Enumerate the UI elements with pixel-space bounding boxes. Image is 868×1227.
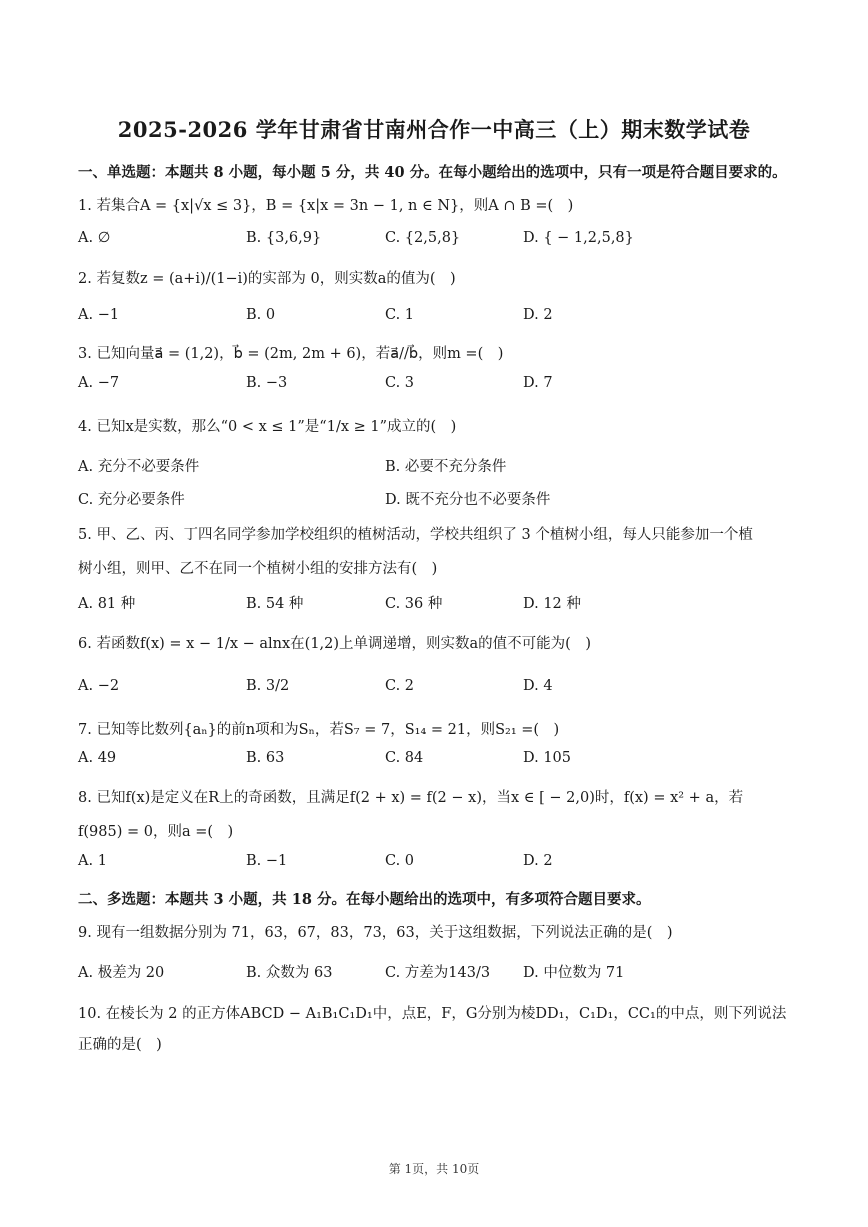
question-7-option-b: B. 63	[246, 750, 285, 766]
page-title: 2025-2026 学年甘肃省甘南州合作一中高三（上）期末数学试卷	[117, 117, 751, 142]
question-1-option-a: A. ∅	[78, 230, 111, 246]
question-8-option-c: C. 0	[385, 853, 415, 869]
question-9-option-b: B. 众数为 63	[246, 965, 333, 981]
question-7-option-c: C. 84	[385, 750, 424, 766]
question-3-stem: 3. 已知向量a⃗ = (1,2)，b⃗ = (2m, 2m + 6)，若a⃗//b⃗，则m =( )	[78, 346, 504, 362]
question-6-option-a: A. −2	[78, 678, 120, 694]
question-9-option-a: A. 极差为 20	[78, 965, 165, 981]
question-6-option-b: B. 3/2	[246, 678, 290, 694]
question-2-stem: 2. 若复数z = (a+i)/(1−i)的实部为 0，则实数a的值为( )	[78, 271, 456, 287]
question-8-option-a: A. 1	[78, 853, 107, 869]
question-10-stem-line1: 10. 在棱长为 2 的正方体ABCD − A₁B₁C₁D₁中，点E，F，G分别为棱DD₁，C₁D₁，CC₁的中点，则下列说法	[78, 1006, 787, 1022]
question-3-option-b: B. −3	[246, 375, 288, 391]
question-8-option-b: B. −1	[246, 853, 288, 869]
question-9-stem: 9. 现有一组数据分别为 71，63，67，83，73，63，关于这组数据，下列说法正确的是( )	[78, 925, 673, 941]
question-5-stem-line2: 树小组，则甲、乙不在同一个植树小组的安排方法有( )	[78, 561, 438, 577]
question-9-option-c: C. 方差为143/3	[385, 965, 491, 981]
question-8-option-d: D. 2	[523, 853, 553, 869]
question-1-option-b: B. {3,6,9}	[246, 230, 322, 246]
question-4-option-b: B. 必要不充分条件	[385, 459, 507, 475]
question-1-option-c: C. {2,5,8}	[385, 230, 461, 246]
question-4-stem: 4. 已知x是实数，那么“0 < x ≤ 1”是“1/x ≥ 1”成立的( )	[78, 419, 457, 435]
question-3-option-d: D. 7	[523, 375, 553, 391]
question-7-stem: 7. 已知等比数列{aₙ}的前n项和为Sₙ，若S₇ = 7，S₁₄ = 21，则S₂₁ =( )	[78, 722, 560, 738]
question-6-option-d: D. 4	[523, 678, 553, 694]
question-6-option-c: C. 2	[385, 678, 415, 694]
question-7-option-d: D. 105	[523, 750, 572, 766]
question-8-stem-line2: f(985) = 0，则a =( )	[78, 824, 234, 840]
question-5-option-a: A. 81 种	[78, 596, 136, 612]
section-heading-single-choice: 一、单选题：本题共 8 小题，每小题 5 分，共 40 分。在每小题给出的选项中，只有一项是符合题目要求的。	[78, 164, 787, 181]
question-4-option-d: D. 既不充分也不必要条件	[385, 492, 551, 508]
page-footer: 第 1页，共 10页	[388, 1162, 480, 1176]
question-2-option-b: B. 0	[246, 307, 276, 323]
question-8-stem-line1: 8. 已知f(x)是定义在R上的奇函数，且满足f(2 + x) = f(2 − x)，当x ∈ [ − 2,0)时，f(x) = x² + a，若	[78, 790, 744, 806]
question-3-option-c: C. 3	[385, 375, 415, 391]
section-heading-multiple-choice: 二、多选题：本题共 3 小题，共 18 分。在每小题给出的选项中，有多项符合题目要求。	[78, 891, 651, 908]
question-4-option-a: A. 充分不必要条件	[78, 459, 200, 475]
question-1-option-d: D. { − 1,2,5,8}	[523, 230, 634, 246]
question-3-option-a: A. −7	[78, 375, 120, 391]
question-10-stem-line2: 正确的是( )	[78, 1037, 162, 1053]
question-5-option-b: B. 54 种	[246, 596, 304, 612]
question-7-option-a: A. 49	[78, 750, 117, 766]
question-5-option-c: C. 36 种	[385, 596, 443, 612]
question-2-option-a: A. −1	[78, 307, 120, 323]
question-4-option-c: C. 充分必要条件	[78, 492, 185, 508]
question-5-option-d: D. 12 种	[523, 596, 581, 612]
question-1-stem: 1. 若集合A = {x|√x ≤ 3}，B = {x|x = 3n − 1, n ∈ N}，则A ∩ B =( )	[78, 198, 574, 214]
question-2-option-c: C. 1	[385, 307, 415, 323]
question-2-option-d: D. 2	[523, 307, 553, 323]
question-6-stem: 6. 若函数f(x) = x − 1/x − alnx在(1,2)上单调递增，则实数a的值不可能为( )	[78, 636, 591, 652]
question-5-stem-line1: 5. 甲、乙、丙、丁四名同学参加学校组织的植树活动，学校共组织了 3 个植树小组，每人只能参加一个植	[78, 527, 753, 543]
question-9-option-d: D. 中位数为 71	[523, 965, 625, 981]
